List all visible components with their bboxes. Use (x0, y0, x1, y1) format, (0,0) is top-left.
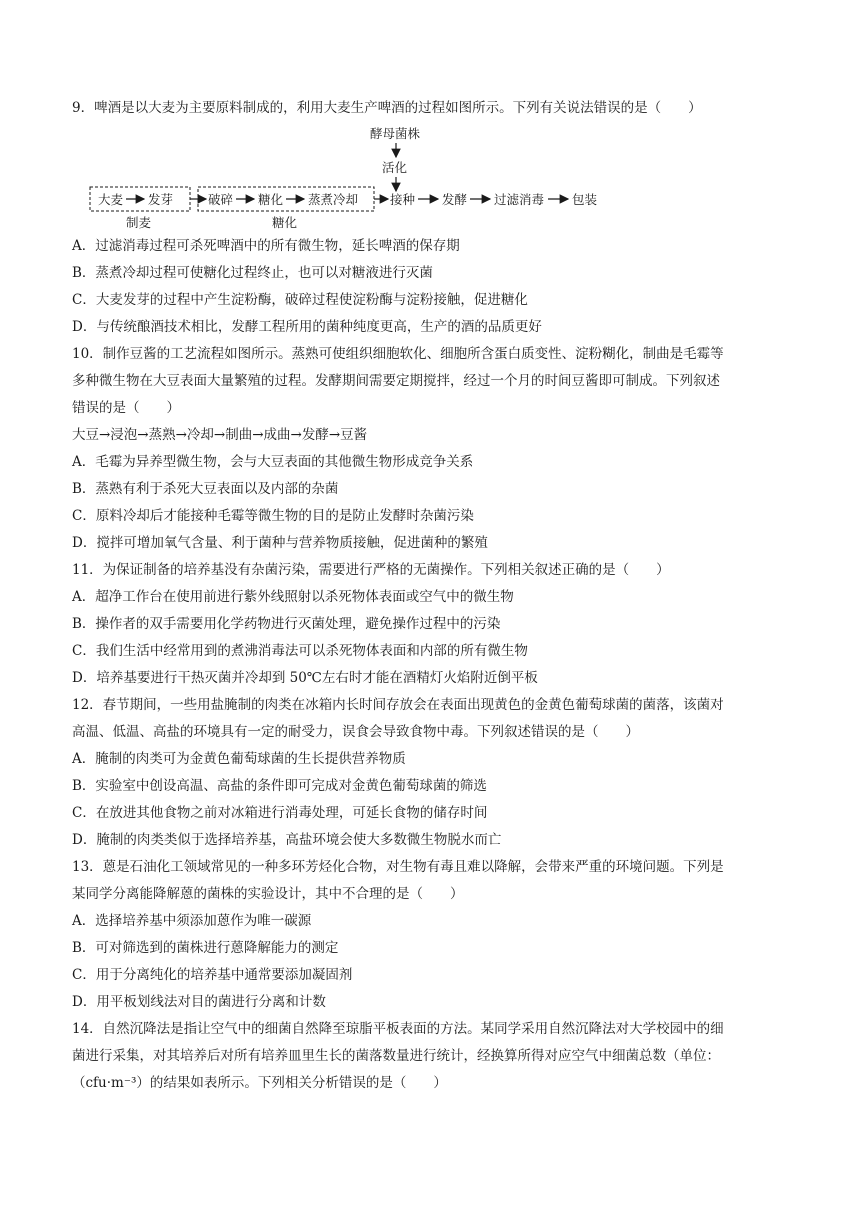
q10-option-d: D．搅拌可增加氧气含量、利于菌种与营养物质接触，促进菌种的繁殖 (72, 535, 488, 551)
q13-option-a: A．选择培养基中须添加蒽作为唯一碳源 (72, 913, 312, 929)
q11-stem: 11．为保证制备的培养基没有杂菌污染，需要进行严格的无菌操作。下列相关叙述正确的是（ ） (72, 562, 670, 578)
diagram-boil-cool: 蒸煮冷却 (308, 192, 359, 207)
q10-stem-line-3: 错误的是（ ） (72, 400, 180, 416)
q10-option-c: C．原料冷却后才能接种毛霉等微生物的目的是防止发酵时杂菌污染 (72, 508, 474, 524)
diagram-ferment: 发酵 (442, 192, 468, 207)
q13-stem-line-2: 某同学分离能降解蒽的菌株的实验设计，其中不合理的是（ ） (72, 886, 464, 902)
diagram-package: 包装 (572, 192, 598, 207)
q12-option-c: C．在放进其他食物之前对冰箱进行消毒处理，可延长食物的储存时间 (72, 805, 488, 821)
q11-option-b: B．操作者的双手需要用化学药物进行灭菌处理，避免操作过程中的污染 (72, 616, 501, 632)
q14-stem-line-2: 菌进行采集，对其培养后对所有培养皿里生长的菌落数量进行统计，经换算所得对应空气中细菌总数（单位： (72, 1048, 720, 1064)
q13-option-d: D．用平板划线法对目的菌进行分离和计数 (72, 994, 326, 1010)
q12-stem-line-1: 12．春节期间，一些用盐腌制的肉类在冰箱内长时间存放会在表面出现黄色的金黄色葡萄球菌的菌落，该菌对 (72, 697, 724, 713)
q9-option-d: D．与传统酿酒技术相比，发酵工程所用的菌种纯度更高，生产的酒的品质更好 (72, 319, 542, 335)
q11-option-c: C．我们生活中经常用到的煮沸消毒法可以杀死物体表面和内部的所有微生物 (72, 643, 528, 659)
q14-stem-line-3: （cfu·m⁻³）的结果如表所示。下列相关分析错误的是（ ） (72, 1075, 447, 1091)
diagram-saccharify-group-label: 糖化 (272, 215, 298, 230)
diagram-barley: 大麦 (98, 192, 124, 207)
diagram-crush: 破碎 (208, 192, 234, 207)
q11-option-a: A．超净工作台在使用前进行紫外线照射以杀死物体表面或空气中的微生物 (72, 589, 514, 605)
diagram-saccharify: 糖化 (258, 192, 284, 207)
q10-option-a: A．毛霉为异养型微生物，会与大豆表面的其他微生物形成竞争关系 (72, 454, 474, 470)
diagram-malting-label: 制麦 (126, 215, 152, 230)
q12-option-a: A．腌制的肉类可为金黄色葡萄球菌的生长提供营养物质 (72, 751, 406, 767)
q12-stem-line-2: 高温、低温、高盐的环境具有一定的耐受力，误食会导致食物中毒。下列叙述错误的是（ ） (72, 724, 639, 740)
diagram-activate-label: 活化 (382, 160, 408, 175)
q12-option-b: B．实验室中创设高温、高盐的条件即可完成对金黄色葡萄球菌的筛选 (72, 778, 487, 794)
q14-stem-line-1: 14．自然沉降法是指让空气中的细菌自然降至琼脂平板表面的方法。某同学采用自然沉降法对大学校园中的细 (72, 1021, 724, 1037)
q10-stem-line-2: 多种微生物在大豆表面大量繁殖的过程。发酵期间需要定期搅拌，经过一个月的时间豆酱即可制成。下列叙述 (72, 373, 720, 389)
diagram-filter: 过滤消毒 (494, 192, 545, 207)
q13-option-c: C．用于分离纯化的培养基中通常要添加凝固剂 (72, 967, 353, 983)
q9-option-c: C．大麦发芽的过程中产生淀粉酶，破碎过程使淀粉酶与淀粉接触，促进糖化 (72, 292, 528, 308)
beer-process-diagram (88, 126, 628, 232)
q13-stem-line-1: 13．蒽是石油化工领域常见的一种多环芳烃化合物，对生物有毒且难以降解，会带来严重的环境问题。下列是 (72, 859, 724, 875)
q9-option-b: B．蒸煮冷却过程可使糖化过程终止，也可以对糖液进行灭菌 (72, 265, 433, 281)
diagram-inoculate: 接种 (390, 192, 416, 207)
q11-option-d: D．培养基要进行干热灭菌并冷却到 50℃左右时才能在酒精灯火焰附近倒平板 (72, 670, 538, 686)
diagram-germinate: 发芽 (148, 192, 174, 207)
q10-stem-line-1: 10．制作豆酱的工艺流程如图所示。蒸熟可使组织细胞软化、细胞所含蛋白质变性、淀粉糊化，制曲是毛霉等 (72, 346, 724, 362)
q10-option-b: B．蒸熟有利于杀死大豆表面以及内部的杂菌 (72, 481, 339, 497)
diagram-yeast-label: 酵母菌株 (370, 126, 421, 141)
q9-stem: 9．啤酒是以大麦为主要原料制成的，利用大麦生产啤酒的过程如图所示。下列有关说法错误的是（ ） (72, 100, 702, 116)
q10-flow: 大豆→浸泡→蒸熟→冷却→制曲→成曲→发酵→豆酱 (72, 427, 368, 443)
q13-option-b: B．可对筛选到的菌株进行蒽降解能力的测定 (72, 940, 339, 956)
q9-option-a: A．过滤消毒过程可杀死啤酒中的所有微生物，延长啤酒的保存期 (72, 238, 460, 254)
q12-option-d: D．腌制的肉类类似于选择培养基，高盐环境会使大多数微生物脱水而亡 (72, 832, 502, 848)
